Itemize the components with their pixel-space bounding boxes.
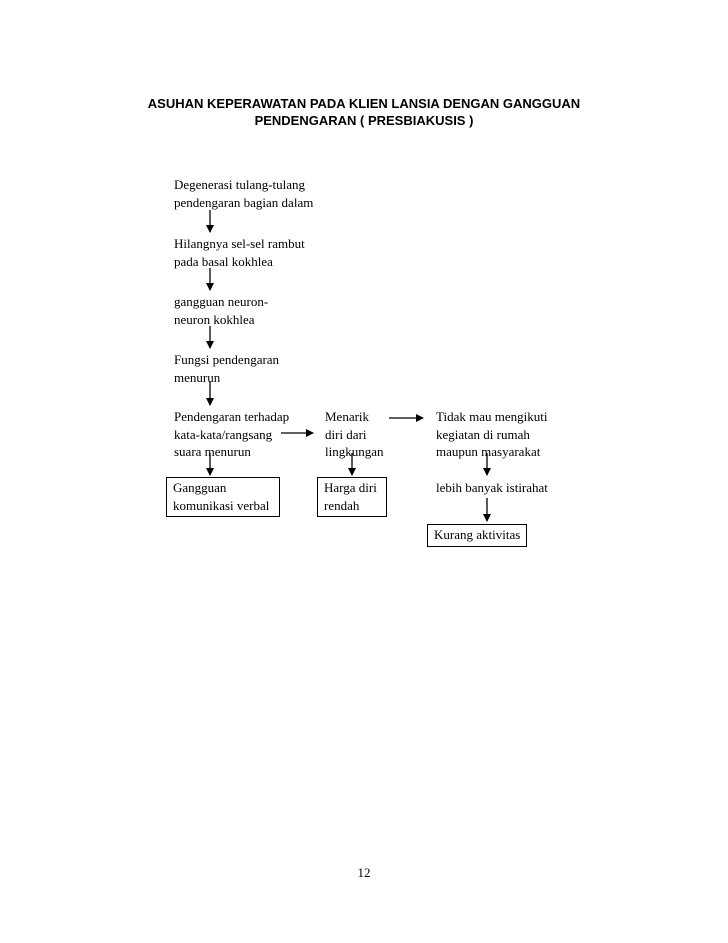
document-title-line-1: ASUHAN KEPERAWATAN PADA KLIEN LANSIA DENGAN GANGGUAN: [147, 96, 581, 111]
node-gangguan-komunikasi-line-2: komunikasi verbal: [173, 497, 270, 513]
node-fungsi-line-2: menurun: [174, 369, 221, 385]
node-degenerasi-line-1: Degenerasi tulang-tulang: [174, 177, 306, 192]
node-pendengaran-line-1: Pendengaran terhadap: [174, 409, 290, 424]
node-tidak-mau-line-3: maupun masyarakat: [436, 444, 541, 459]
page-number: 12: [357, 865, 371, 880]
document-title-line-2: PENDENGARAN ( PRESBIAKUSIS ): [254, 113, 474, 128]
node-degenerasi-line-2: pendengaran bagian dalam: [174, 194, 314, 210]
node-pendengaran-line-2: kata-kata/rangsang: [174, 426, 273, 442]
node-gangguan-neuron-line-1: gangguan neuron-: [174, 294, 269, 309]
node-pendengaran-line-3: suara menurun: [174, 444, 251, 459]
node-menarik-line-2: diri dari: [325, 426, 367, 442]
node-fungsi-line-1: Fungsi pendengaran: [174, 352, 280, 367]
node-menarik-line-3: lingkungan: [325, 444, 384, 459]
node-gangguan-neuron-line-2: neuron kokhlea: [174, 311, 255, 327]
node-hilangnya-line-1: Hilangnya sel-sel rambut: [174, 236, 305, 251]
node-istirahat-line-1: lebih banyak istirahat: [436, 480, 548, 495]
node-menarik-line-1: Menarik: [325, 409, 370, 424]
node-harga-diri-line-2: rendah: [324, 497, 360, 513]
node-tidak-mau-line-2: kegiatan di rumah: [436, 426, 530, 442]
node-kurang-aktivitas-line-1: Kurang aktivitas: [434, 527, 521, 542]
node-harga-diri-line-1: Harga diri: [324, 480, 377, 495]
node-gangguan-komunikasi-line-1: Gangguan: [173, 480, 227, 495]
node-tidak-mau-line-1: Tidak mau mengikuti: [436, 409, 548, 424]
node-hilangnya-line-2: pada basal kokhlea: [174, 253, 273, 269]
